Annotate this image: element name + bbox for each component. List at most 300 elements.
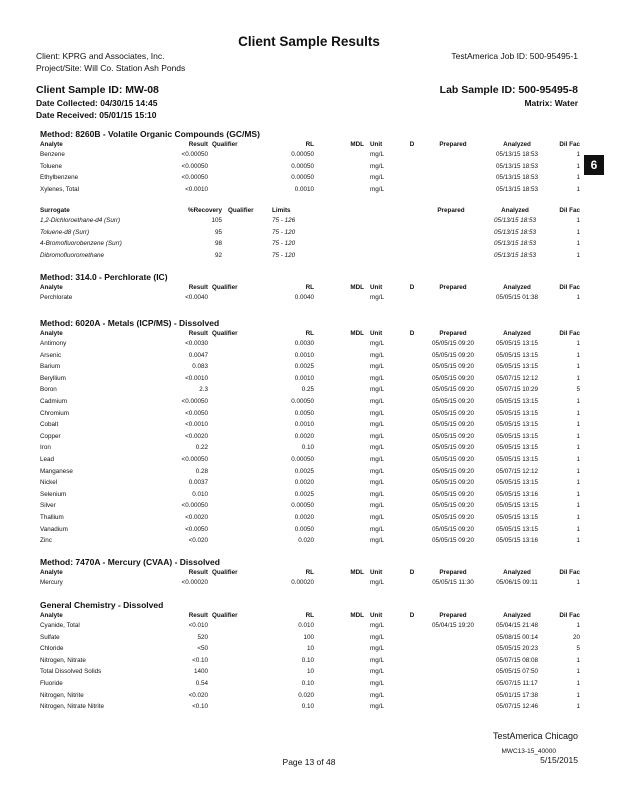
col-dilfac: Dil Fac	[559, 330, 580, 337]
col-prepared: Prepared	[439, 612, 467, 619]
prepared-cell: 05/05/15 09:20	[431, 444, 475, 452]
analyzed-cell: 05/05/15 13:15	[495, 432, 539, 440]
analyzed-cell: 05/05/15 13:15	[495, 525, 539, 533]
prepared-cell: 05/05/15 09:20	[431, 502, 475, 510]
col-rl: RL	[305, 330, 314, 337]
d-cell	[402, 373, 422, 385]
col-surr-prepared: Prepared	[437, 207, 465, 214]
mdl-cell	[314, 477, 364, 489]
analyte-cell: Copper	[40, 432, 61, 440]
table-row	[40, 500, 580, 512]
received-line	[36, 110, 578, 120]
rl-cell: 0.10	[301, 703, 314, 711]
qualifier-cell	[208, 172, 254, 184]
analyte-cell: Fluoride	[40, 679, 63, 687]
rl-cell: 0.010	[298, 622, 314, 629]
qualifier-cell	[208, 655, 254, 667]
table-row	[40, 361, 580, 373]
analyte-cell: Cobalt	[40, 421, 59, 429]
rl-cell: 0.0025	[294, 467, 314, 475]
limits-cell: 75 - 120	[272, 240, 296, 248]
dilfac-cell: 1	[576, 374, 580, 382]
prepared-cell: 05/05/15 09:20	[431, 386, 475, 394]
analyte-cell: Nitrogen, Nitrate	[40, 656, 86, 664]
prepared-cell	[422, 149, 484, 161]
analyzed-cell: 05/07/15 11:17	[496, 679, 538, 687]
col-qualifier: Qualifier	[212, 330, 238, 337]
result-cell: <0.00050	[181, 502, 208, 510]
d-cell	[402, 489, 422, 501]
d-cell	[402, 500, 422, 512]
job-id: TestAmerica Job ID: 500-95495-1	[451, 51, 578, 61]
limits-cell: 75 - 120	[272, 228, 296, 236]
analyzed-cell: 05/01/15 17:38	[495, 691, 539, 699]
col-unit: Unit	[370, 284, 383, 291]
d-cell	[402, 396, 422, 408]
table-row	[40, 489, 580, 501]
result-cell: <0.0050	[185, 525, 208, 533]
table-row	[40, 419, 580, 431]
unit-cell: mg/L	[370, 467, 384, 475]
col-prepared: Prepared	[439, 569, 467, 576]
result-cell: <0.00050	[181, 397, 208, 405]
unit-cell: mg/L	[370, 421, 384, 429]
qualifier-cell	[208, 442, 254, 454]
mdl-cell	[314, 577, 364, 589]
table-row	[40, 701, 580, 713]
analyte-cell: Chromium	[40, 409, 70, 417]
table-8260	[40, 140, 580, 195]
analyzed-cell: 05/13/15 18:53	[495, 174, 539, 182]
analyte-cell: Cadmium	[40, 397, 67, 405]
table-6020-body	[40, 338, 580, 547]
mdl-cell	[314, 373, 364, 385]
unit-cell: mg/L	[370, 340, 384, 347]
mdl-cell	[314, 535, 364, 547]
d-cell	[402, 361, 422, 373]
mdl-cell	[314, 643, 364, 655]
col-qualifier: Qualifier	[212, 569, 238, 576]
rl-cell: 0.10	[301, 679, 314, 687]
mdl-cell	[314, 690, 364, 702]
rl-cell: 0.0050	[294, 525, 314, 533]
mdl-cell	[314, 442, 364, 454]
col-mdl: MDL	[350, 569, 364, 576]
prepared-cell: 05/05/15 09:20	[431, 525, 475, 533]
result-cell: <0.00050	[181, 151, 208, 158]
d-cell	[402, 419, 422, 431]
analyzed-cell: 05/13/15 18:53	[493, 240, 537, 248]
analyte-cell: Perchlorate	[40, 294, 73, 301]
analyzed-cell: 05/05/15 20:23	[495, 645, 539, 653]
mdl-cell	[314, 466, 364, 478]
table-row	[40, 396, 580, 408]
collected-line	[36, 98, 578, 108]
mdl-cell	[314, 512, 364, 524]
prepared-cell	[422, 690, 484, 702]
mdl-cell	[314, 350, 364, 362]
footer-code: MWC13-15_40000	[501, 748, 556, 755]
d-cell	[402, 454, 422, 466]
col-rl: RL	[305, 612, 314, 619]
analyte-cell: Zinc	[40, 537, 52, 545]
table-7470-header	[40, 568, 580, 577]
analyzed-cell: 05/13/15 18:53	[493, 228, 537, 236]
d-cell	[402, 350, 422, 362]
analyte-cell: Manganese	[40, 467, 73, 475]
dilfac-cell: 1	[576, 251, 580, 259]
d-cell	[402, 620, 422, 632]
analyte-cell: Benzene	[40, 151, 65, 158]
surrogate-cell: 4-Bromofluorobenzene (Surr)	[40, 240, 122, 248]
col-dilfac: Dil Fac	[559, 569, 580, 576]
qualifier-cell	[208, 373, 254, 385]
rl-cell: 0.020	[298, 691, 314, 699]
analyzed-cell: 05/07/15 12:46	[495, 703, 539, 711]
dilfac-cell: 1	[576, 525, 580, 533]
col-rl: RL	[305, 569, 314, 576]
qualifier-cell	[208, 512, 254, 524]
table-row	[40, 384, 580, 396]
analyzed-cell: 05/07/15 12:12	[495, 467, 539, 475]
qualifier-cell	[208, 690, 254, 702]
surrogate-header	[40, 206, 580, 215]
d-cell	[402, 524, 422, 536]
spacer-cell	[364, 238, 420, 250]
result-cell: <0.00050	[181, 162, 208, 170]
dilfac-cell: 1	[576, 397, 580, 405]
analyte-cell: Nitrogen, Nitrite	[40, 691, 84, 699]
unit-cell: mg/L	[370, 374, 384, 382]
project-site: Project/Site: Will Co. Station Ash Ponds	[36, 63, 186, 73]
analyzed-cell: 05/05/15 13:16	[495, 490, 539, 498]
dilfac-cell: 1	[576, 240, 580, 248]
mdl-cell	[314, 408, 364, 420]
analyzed-cell: 05/13/15 18:53	[495, 185, 539, 193]
result-cell: <0.10	[192, 703, 208, 711]
rl-cell: 0.0025	[294, 490, 314, 498]
col-d: D	[409, 612, 415, 619]
analyte-cell: Beryllium	[40, 374, 66, 382]
analyte-cell: Mercury	[40, 579, 63, 586]
dilfac-cell: 1	[576, 679, 580, 687]
method-6020-title: Method: 6020A - Metals (ICP/MS) - Dissolved	[40, 318, 220, 328]
col-surrogate: Surrogate	[40, 207, 70, 214]
qualifier-cell	[208, 419, 254, 431]
d-cell	[402, 655, 422, 667]
rl-cell: 0.0010	[294, 374, 314, 382]
dilfac-cell: 1	[576, 217, 580, 224]
unit-cell: mg/L	[370, 397, 384, 405]
qualifier-cell	[208, 149, 254, 161]
col-unit: Unit	[370, 141, 383, 148]
unit-cell: mg/L	[370, 502, 384, 510]
col-result: Result	[188, 569, 208, 576]
col-surr-dilfac: Dil Fac	[559, 207, 580, 214]
result-cell: <0.0020	[185, 513, 208, 521]
table-7470	[40, 568, 580, 589]
unit-cell: mg/L	[370, 668, 384, 676]
qualifier-cell	[208, 577, 254, 589]
prepared-cell	[422, 161, 484, 173]
analyte-cell: Boron	[40, 386, 57, 394]
d-cell	[402, 632, 422, 644]
table-row	[40, 172, 580, 184]
unit-cell: mg/L	[370, 679, 384, 687]
result-cell: <0.0030	[185, 340, 208, 347]
analyzed-cell: 05/07/15 08:08	[495, 656, 539, 664]
unit-cell: mg/L	[370, 633, 384, 641]
analyte-cell: Xylenes, Total	[40, 185, 80, 193]
qualifier-cell	[208, 701, 254, 713]
analyzed-cell: 05/05/15 13:15	[495, 340, 539, 347]
mdl-cell	[314, 292, 364, 304]
analyzed-cell: 05/05/15 13:16	[495, 537, 539, 545]
rl-cell: 0.25	[301, 386, 314, 394]
prepared-cell: 05/05/15 09:20	[431, 409, 475, 417]
col-result: Result	[188, 330, 208, 337]
unit-cell: mg/L	[370, 579, 384, 586]
qualifier-cell	[208, 161, 254, 173]
mdl-cell	[314, 172, 364, 184]
mdl-cell	[314, 396, 364, 408]
table-row	[40, 655, 580, 667]
table-general-chemistry	[40, 611, 580, 713]
result-cell: 0.0047	[188, 351, 208, 359]
mdl-cell	[314, 678, 364, 690]
rl-cell: 0.00050	[291, 455, 314, 463]
col-result: Result	[188, 141, 208, 148]
surrogate-row	[40, 215, 580, 227]
col-limits: Limits	[272, 207, 291, 214]
rl-cell: 0.00050	[291, 162, 314, 170]
prepared-cell: 05/05/15 09:20	[431, 421, 475, 429]
qualifier-cell	[222, 227, 272, 239]
result-cell: <0.020	[188, 537, 208, 545]
col-analyzed: Analyzed	[503, 569, 531, 576]
prepared-cell	[420, 238, 482, 250]
prepared-cell: 05/05/15 09:20	[431, 479, 475, 487]
table-row	[40, 454, 580, 466]
analyzed-cell: 05/06/15 09:11	[496, 579, 538, 586]
result-cell: 0.010	[192, 490, 208, 498]
dilfac-cell: 1	[576, 421, 580, 429]
unit-cell: mg/L	[370, 363, 384, 371]
analyzed-cell: 05/08/15 00:14	[495, 633, 539, 641]
mdl-cell	[314, 161, 364, 173]
result-cell: <0.00050	[181, 174, 208, 182]
analyte-cell: Arsenic	[40, 351, 61, 359]
result-cell: 2.3	[199, 386, 208, 394]
col-mdl: MDL	[350, 141, 364, 148]
col-mdl: MDL	[350, 284, 364, 291]
analyzed-cell: 05/04/15 21:48	[495, 622, 539, 629]
unit-cell: mg/L	[370, 645, 384, 653]
analyte-cell: Selenium	[40, 490, 67, 498]
col-analyte: Analyte	[40, 612, 63, 619]
col-analyte: Analyte	[40, 141, 63, 148]
table-8260-surrogates	[40, 206, 580, 261]
sample-id-line	[36, 84, 578, 96]
table-row	[40, 632, 580, 644]
analyte-cell: Vanadium	[40, 525, 68, 533]
mdl-cell	[314, 655, 364, 667]
col-unit: Unit	[370, 569, 383, 576]
analyte-cell: Sulfate	[40, 633, 60, 641]
col-dilfac: Dil Fac	[559, 141, 580, 148]
result-cell: 520	[197, 633, 208, 641]
dilfac-cell: 5	[576, 645, 580, 653]
col-d: D	[409, 569, 415, 576]
qualifier-cell	[208, 361, 254, 373]
rl-cell: 0.020	[298, 537, 314, 545]
limits-cell: 75 - 126	[272, 217, 296, 224]
d-cell	[402, 384, 422, 396]
footer-date: 5/15/2015	[540, 755, 578, 765]
col-result: Result	[188, 612, 208, 619]
dilfac-cell: 1	[576, 162, 580, 170]
table-row	[40, 149, 580, 161]
unit-cell: mg/L	[370, 185, 384, 193]
recovery-cell: 98	[214, 240, 222, 248]
result-cell: <0.0010	[185, 185, 208, 193]
d-cell	[402, 172, 422, 184]
rl-cell: 0.0010	[294, 421, 314, 429]
col-analyte: Analyte	[40, 330, 63, 337]
table-8260-header	[40, 140, 580, 149]
d-cell	[402, 678, 422, 690]
rl-cell: 0.0020	[294, 432, 314, 440]
spacer-cell	[364, 250, 420, 262]
qualifier-cell	[208, 632, 254, 644]
analyzed-cell: 05/13/15 18:53	[493, 251, 537, 259]
col-d: D	[409, 330, 415, 337]
d-cell	[402, 408, 422, 420]
prepared-cell: 05/05/15 09:20	[431, 397, 475, 405]
analyte-cell: Chloride	[40, 645, 64, 653]
table-row	[40, 161, 580, 173]
qualifier-cell	[208, 500, 254, 512]
d-cell	[402, 431, 422, 443]
dilfac-cell: 1	[576, 622, 580, 629]
client-name: Client: KPRG and Associates, Inc.	[36, 51, 165, 61]
analyte-cell: Lead	[40, 455, 55, 463]
table-314-header	[40, 283, 580, 292]
col-analyzed: Analyzed	[503, 284, 531, 291]
footer-lab-name: TestAmerica Chicago	[492, 731, 578, 741]
rl-cell: 0.0010	[294, 351, 314, 359]
analyzed-cell: 05/05/15 07:50	[495, 668, 539, 676]
qualifier-cell	[208, 666, 254, 678]
dilfac-cell: 5	[576, 386, 580, 394]
rl-cell: 0.00050	[291, 397, 314, 405]
dilfac-cell: 1	[576, 502, 580, 510]
prepared-cell: 05/05/15 09:20	[431, 490, 475, 498]
unit-cell: mg/L	[370, 490, 384, 498]
result-cell: 0.0037	[188, 479, 208, 487]
col-prepared: Prepared	[439, 141, 467, 148]
mdl-cell	[314, 620, 364, 632]
analyte-cell: Thallium	[40, 513, 64, 521]
unit-cell: mg/L	[370, 703, 384, 711]
prepared-cell: 05/05/15 09:20	[431, 351, 475, 359]
prepared-cell: 05/05/15 09:20	[431, 513, 475, 521]
col-rl: RL	[305, 141, 314, 148]
qualifier-cell	[208, 477, 254, 489]
analyte-cell: Total Dissolved Solids	[40, 668, 102, 676]
col-dilfac: Dil Fac	[559, 284, 580, 291]
table-general-chemistry-header	[40, 611, 580, 620]
prepared-cell	[422, 632, 484, 644]
rl-cell: 0.00050	[291, 151, 314, 158]
method-314-title: Method: 314.0 - Perchlorate (IC)	[40, 272, 168, 282]
analyte-cell: Ethylbenzene	[40, 174, 79, 182]
qualifier-cell	[208, 535, 254, 547]
mdl-cell	[314, 500, 364, 512]
col-qualifier: Qualifier	[212, 284, 238, 291]
result-cell: <0.00050	[181, 455, 208, 463]
dilfac-cell: 1	[576, 513, 580, 521]
result-cell: <0.0010	[185, 374, 208, 382]
surrogate-row	[40, 250, 580, 262]
method-7470-title: Method: 7470A - Mercury (CVAA) - Dissolved	[40, 557, 220, 567]
prepared-cell	[420, 215, 482, 227]
spacer-cell	[364, 227, 420, 239]
col-mdl: MDL	[350, 612, 364, 619]
d-cell	[402, 292, 422, 304]
qualifier-cell	[208, 350, 254, 362]
unit-cell: mg/L	[370, 409, 384, 417]
client-sample-id: Client Sample ID: MW-08	[36, 84, 159, 96]
result-cell: 0.22	[195, 444, 208, 452]
rl-cell: 0.0040	[294, 294, 314, 301]
qualifier-cell	[208, 643, 254, 655]
surrogate-cell: Toluene-d8 (Surr)	[40, 228, 90, 236]
mdl-cell	[314, 701, 364, 713]
unit-cell: mg/L	[370, 622, 384, 629]
mdl-cell	[314, 632, 364, 644]
table-row	[40, 477, 580, 489]
prepared-cell	[422, 292, 484, 304]
unit-cell: mg/L	[370, 174, 384, 182]
col-analyzed: Analyzed	[503, 141, 531, 148]
recovery-cell: 95	[214, 228, 222, 236]
prepared-cell: 05/05/15 09:20	[431, 432, 475, 440]
qualifier-cell	[208, 338, 254, 350]
table-row	[40, 690, 580, 702]
col-qualifier: Qualifier	[212, 612, 238, 619]
prepared-cell: 05/05/15 11:30	[432, 579, 474, 586]
analyzed-cell: 05/07/15 10:29	[495, 386, 539, 394]
prepared-cell: 05/05/15 09:20	[431, 374, 475, 382]
table-row	[40, 184, 580, 196]
col-surr-qualifier: Qualifier	[228, 207, 254, 214]
unit-cell: mg/L	[370, 444, 384, 452]
result-cell: <0.0020	[185, 432, 208, 440]
limits-cell: 75 - 120	[272, 251, 296, 259]
unit-cell: mg/L	[370, 162, 384, 170]
dilfac-cell: 1	[576, 363, 580, 371]
qualifier-cell	[208, 489, 254, 501]
recovery-cell: 105	[211, 217, 222, 224]
rl-cell: 0.00050	[291, 174, 314, 182]
col-prepared: Prepared	[439, 284, 467, 291]
result-cell: 0.54	[195, 679, 208, 687]
table-row	[40, 535, 580, 547]
result-cell: 0.28	[195, 467, 208, 475]
dilfac-cell: 1	[576, 490, 580, 498]
table-row	[40, 350, 580, 362]
